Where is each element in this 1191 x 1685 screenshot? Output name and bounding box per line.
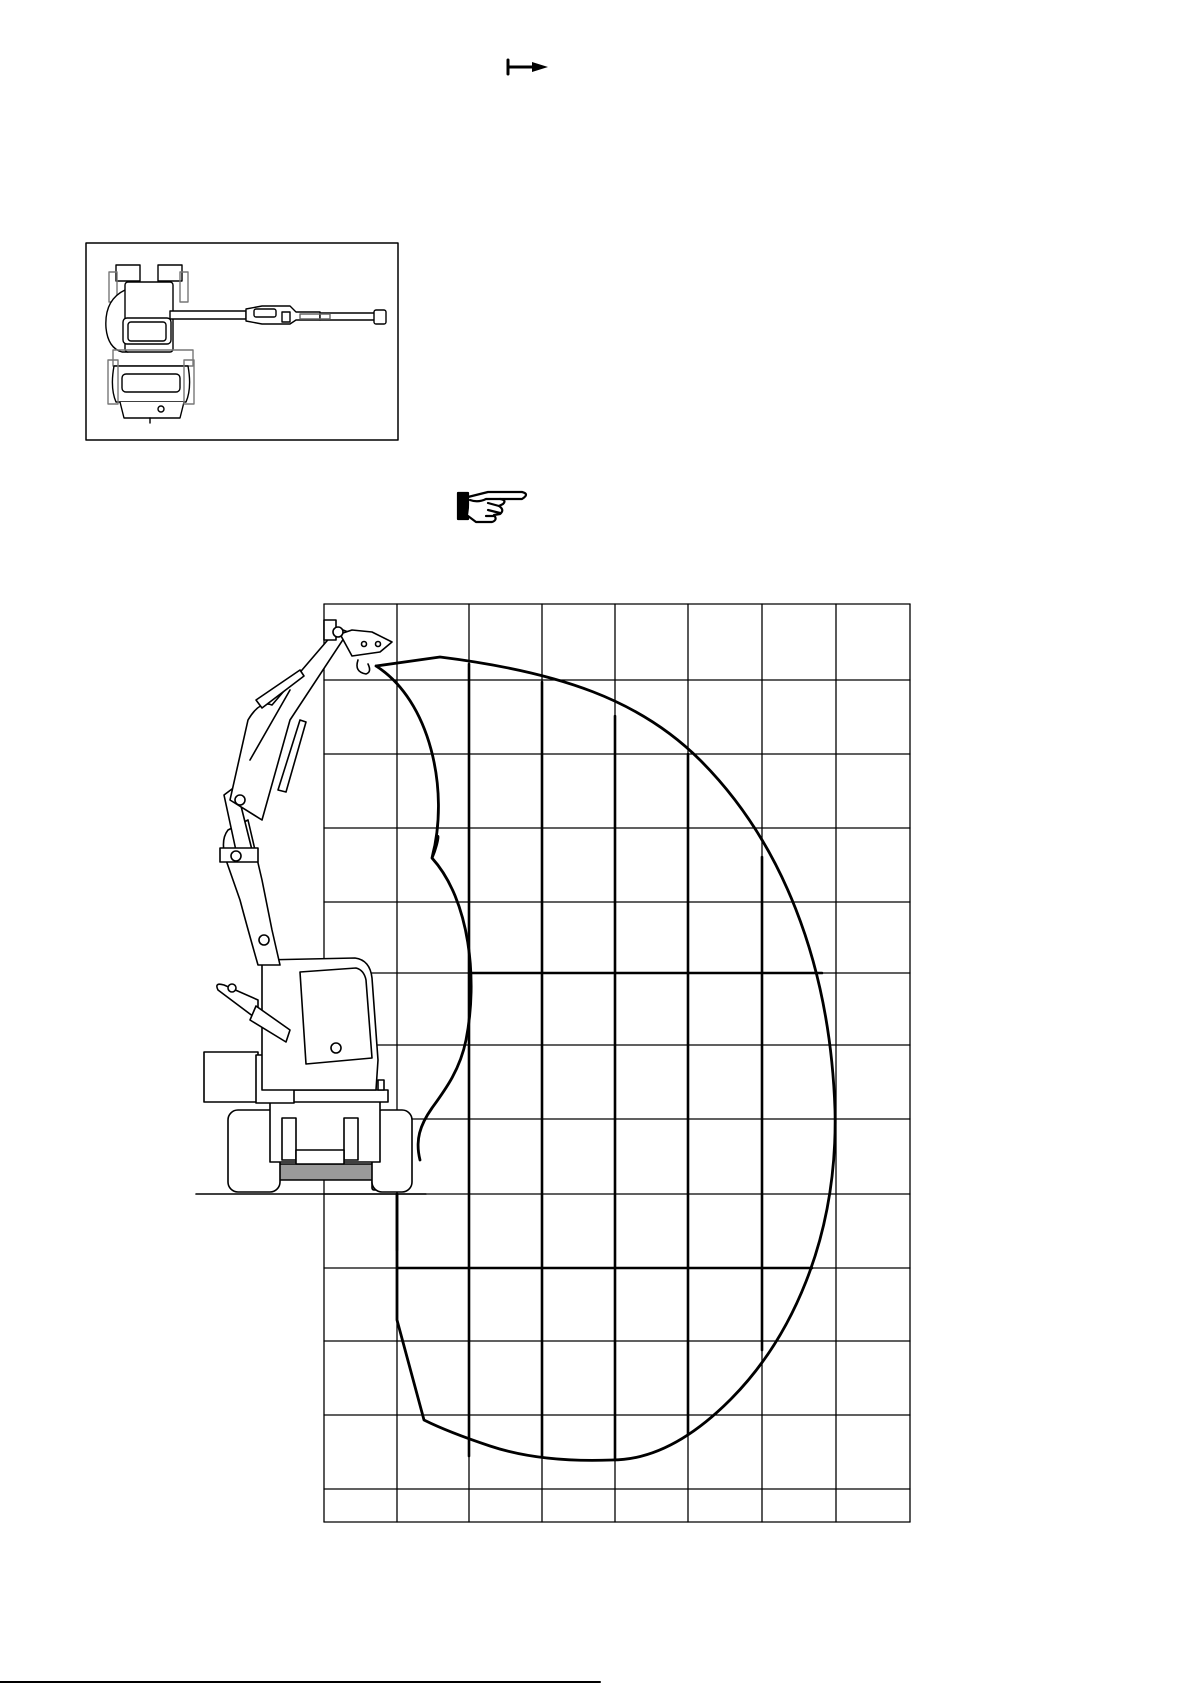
- excavator-side-view-icon: [196, 620, 426, 1194]
- excavator-top-view-icon: [106, 265, 386, 423]
- top-view-figure: [86, 243, 398, 440]
- working-envelope: [376, 657, 835, 1460]
- arrow-right-icon: [508, 60, 548, 74]
- range-grid: [324, 604, 910, 1522]
- pointing-hand-icon: [458, 492, 526, 522]
- working-range-diagram: [196, 604, 910, 1522]
